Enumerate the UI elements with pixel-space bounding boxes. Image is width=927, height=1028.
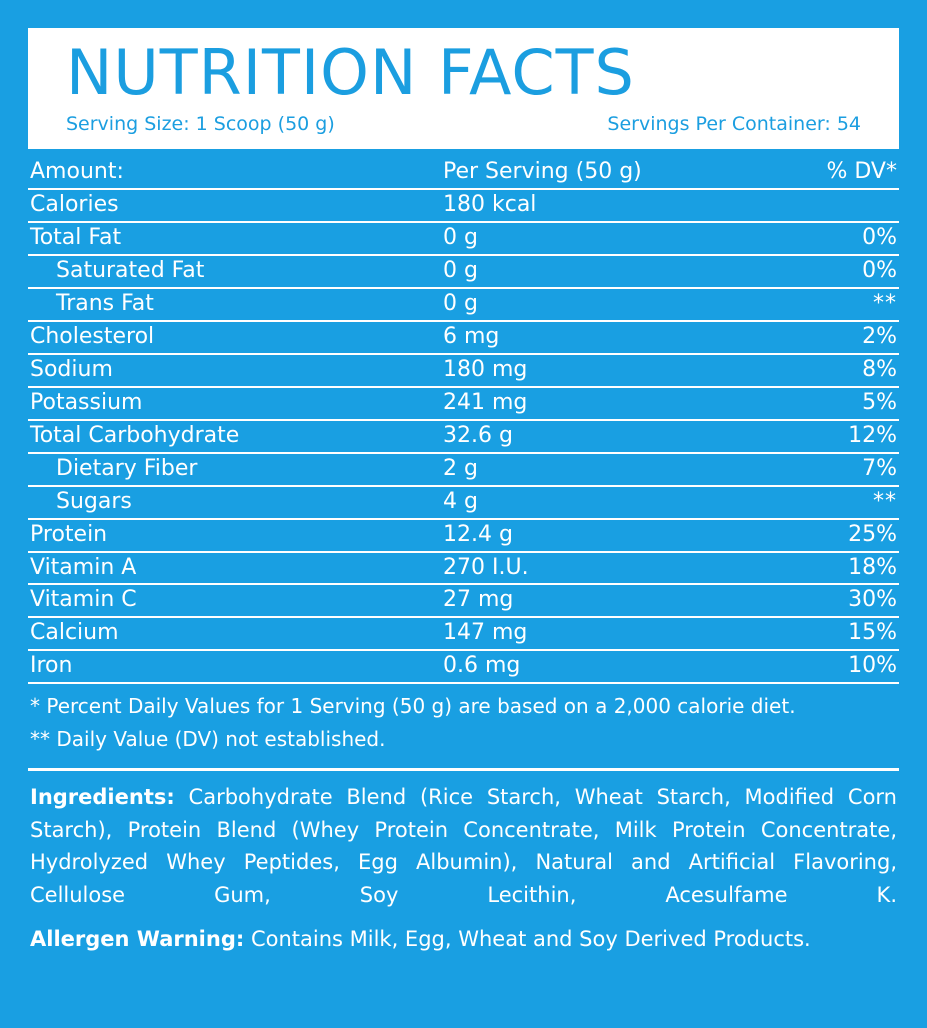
row-dv: 2% — [862, 323, 897, 349]
row-dv: 18% — [848, 554, 897, 580]
row-value: 270 I.U. — [443, 554, 529, 580]
row-value: 0 g — [443, 257, 478, 283]
table-row — [28, 618, 899, 651]
table-row — [28, 421, 899, 454]
row-value: 4 g — [443, 488, 478, 514]
row-name: Sodium — [30, 356, 113, 382]
row-dv: 5% — [862, 389, 897, 415]
table-row — [28, 487, 899, 520]
ingredients-block — [28, 781, 899, 911]
row-value: 32.6 g — [443, 422, 513, 448]
table-header-row — [28, 157, 899, 190]
table-row — [28, 289, 899, 322]
row-dv: 8% — [862, 356, 897, 382]
row-value: 0 g — [443, 290, 478, 316]
row-name: Calcium — [30, 620, 119, 646]
header-amount: Amount: — [30, 159, 124, 185]
table-row — [28, 388, 899, 421]
serving-size: Serving Size: 1 Scoop (50 g) — [66, 113, 335, 136]
divider — [28, 768, 899, 771]
allergen-warning-block — [28, 912, 899, 953]
row-name: Cholesterol — [30, 323, 155, 349]
row-dv: 10% — [848, 653, 897, 679]
header-dv: % DV* — [826, 159, 897, 185]
serving-info-row — [66, 113, 861, 135]
row-dv: 0% — [862, 257, 897, 283]
table-row — [28, 355, 899, 388]
row-name: Total Carbohydrate — [30, 422, 240, 448]
row-name: Protein — [30, 521, 108, 547]
table-row — [28, 223, 899, 256]
nutrition-facts-panel — [0, 28, 927, 1028]
table-row — [28, 651, 899, 684]
row-dv: 30% — [848, 587, 897, 613]
row-value: 27 mg — [443, 587, 514, 613]
row-dv: 0% — [862, 225, 897, 250]
row-value: 147 mg — [443, 620, 528, 646]
row-value: 180 mg — [443, 356, 528, 382]
header-per-serving: Per Serving (50 g) — [443, 159, 642, 185]
row-value: 0 g — [443, 225, 478, 250]
row-dv: ** — [873, 290, 897, 316]
table-row — [28, 454, 899, 487]
row-value: 6 mg — [443, 323, 500, 349]
ingredients-label: Ingredients: — [30, 785, 175, 810]
page-title: NUTRITION FACTS — [66, 36, 635, 109]
servings-per-container: Servings Per Container: 54 — [607, 113, 861, 136]
table-row — [28, 256, 899, 289]
table-row — [28, 585, 899, 618]
row-dv: 15% — [848, 620, 897, 646]
row-value: 0.6 mg — [443, 653, 521, 679]
row-name: Vitamin A — [30, 554, 137, 580]
row-name: Vitamin C — [30, 587, 137, 613]
header-card — [28, 28, 899, 149]
row-dv: 7% — [862, 455, 897, 481]
row-name: Total Fat — [30, 225, 122, 250]
table-row — [28, 322, 899, 355]
row-name: Potassium — [30, 389, 143, 415]
table-row — [28, 553, 899, 586]
allergen-text: Contains Milk, Egg, Wheat and Soy Derived Products. — [250, 926, 811, 951]
row-name: Calories — [30, 192, 119, 218]
row-dv: 12% — [848, 422, 897, 448]
table-row — [28, 520, 899, 553]
row-name: Trans Fat — [56, 290, 154, 316]
row-value: 2 g — [443, 455, 478, 481]
row-name: Dietary Fiber — [56, 455, 198, 481]
table-row — [28, 190, 899, 223]
row-value: 180 kcal — [443, 192, 537, 218]
row-dv: ** — [873, 488, 897, 514]
row-name: Saturated Fat — [56, 257, 205, 283]
row-value: 241 mg — [443, 389, 528, 415]
ingredients-text: Carbohydrate Blend (Rice Starch, Wheat Starch, Modified Corn Starch), Protein Blend (Whey Protein Concentrate, Milk Protein Concentrate, Hydrolyzed Whey Peptides, Egg Albumin), Natural and Artificial Flavoring, Cellulose Gum, Soy Lecithin, Acesulfame K. — [30, 785, 897, 907]
row-dv: 25% — [848, 521, 897, 547]
footnote-daily-values: * Percent Daily Values for 1 Serving (50 g) are based on a 2,000 calorie diet. — [30, 694, 796, 719]
row-name: Iron — [30, 653, 73, 679]
nutrition-table — [28, 157, 899, 684]
footnote-dv-not-established: ** Daily Value (DV) not established. — [30, 727, 386, 752]
row-value: 12.4 g — [443, 521, 513, 547]
allergen-label: Allergen Warning: — [30, 926, 245, 951]
row-name: Sugars — [56, 488, 132, 514]
